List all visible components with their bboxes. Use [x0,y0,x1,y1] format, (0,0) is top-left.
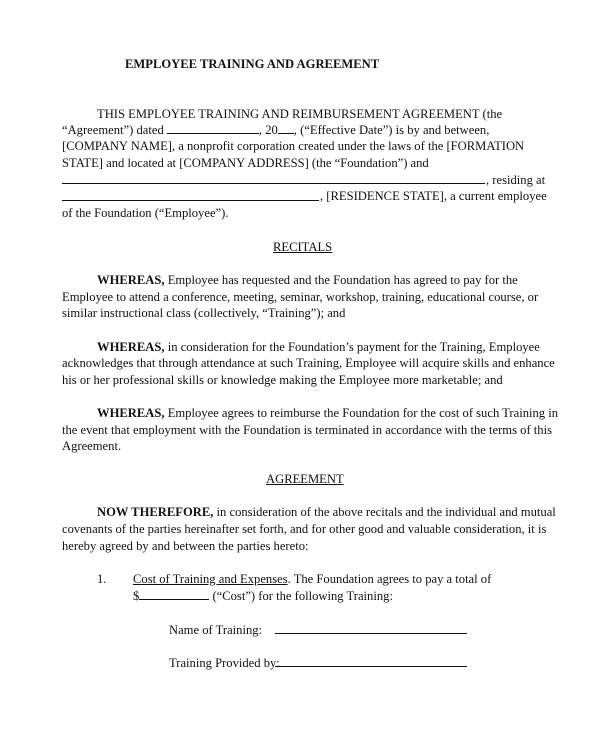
dollar-sign: $ [133,589,140,603]
item-1-number: 1. [97,572,107,586]
document-title: EMPLOYEE TRAINING AND AGREEMENT [125,57,380,71]
recital-2-text: in consideration for the Foundation’s payment for the Training, Employee [164,340,540,354]
recital-1-line-3: similar instructional class (collectively, “Training”); and [62,306,346,320]
now-therefore-line-2: covenants of the parties hereinafter set forth, and for other good and valuable consideration, it is [62,522,547,536]
recital-3-line-2: the event that employment with the Foundation is terminated in accordance with the terms of this [62,423,552,437]
whereas-label: WHEREAS, [97,406,165,420]
residence-address-blank[interactable] [62,200,319,201]
whereas-label: WHEREAS, [97,340,165,354]
recital-1-line-2: Employee to attend a conference, meeting, seminar, workshop, training, educational course, or [62,290,539,304]
agreement-heading: AGREEMENT [266,472,344,486]
recital-2-line-2: acknowledges that through attendance at such Training, Employee will acquire skills and enhance [62,356,555,370]
now-therefore-line-1 [97,504,556,520]
intro-residence-state: , [RESIDENCE STATE], a current employee [320,189,547,203]
year-blank[interactable] [278,122,294,134]
item-1-text: . The Foundation agrees to pay a total of [287,572,492,586]
recital-3-text: Employee agrees to reimburse the Foundation for the cost of such Training in [164,406,559,420]
recital-1-text: Employee has requested and the Foundation has agreed to pay for the [164,273,518,287]
intro-effective-date: , (“Effective Date”) is by and between, [293,123,490,137]
intro-line-7: of the Foundation (“Employee”). [62,206,229,220]
intro-year-prefix: , 20 [258,123,278,137]
now-therefore-text: in consideration of the above recitals and the individual and mutual [213,505,556,519]
recitals-heading: RECITALS [273,240,333,254]
item-1-line-2 [133,588,393,604]
intro-line-4: STATE] and located at [COMPANY ADDRESS] (the “Foundation”) and [62,156,429,170]
recital-2-line-3: his or her professional skills or knowledge making the Employee more marketable; and [62,373,503,387]
whereas-label: WHEREAS, [97,273,165,287]
cost-blank[interactable] [139,588,209,600]
training-provider-blank[interactable] [275,666,467,667]
recital-2-line-1 [97,339,540,355]
recital-3-line-1 [97,405,558,421]
intro-line-1: THIS EMPLOYEE TRAINING AND REIMBURSEMENT AGREEMENT (the [97,107,503,121]
item-1-heading: Cost of Training and Expenses [133,572,288,586]
date-blank[interactable] [167,122,259,134]
now-therefore-line-3: hereby agreed by and between the parties hereto: [62,539,309,553]
recital-3-line-3: Agreement. [62,439,122,453]
intro-line-3: [COMPANY NAME], a nonprofit corporation created under the laws of the [FORMATION [62,139,525,153]
recital-1-line-1 [97,272,518,288]
employee-name-blank[interactable] [62,183,485,184]
training-name-label: Name of Training: [169,623,263,637]
intro-agreement-dated: “Agreement”) dated [62,123,164,137]
training-provider-label: Training Provided by: [169,656,280,670]
now-therefore-label: NOW THEREFORE, [97,505,214,519]
training-name-blank[interactable] [275,633,467,634]
intro-residing-at: , residing at [486,173,546,187]
intro-line-2 [62,122,489,138]
item-1-line-1 [133,571,491,587]
item-1-cost-text: (“Cost”) for the following Training: [209,589,393,603]
